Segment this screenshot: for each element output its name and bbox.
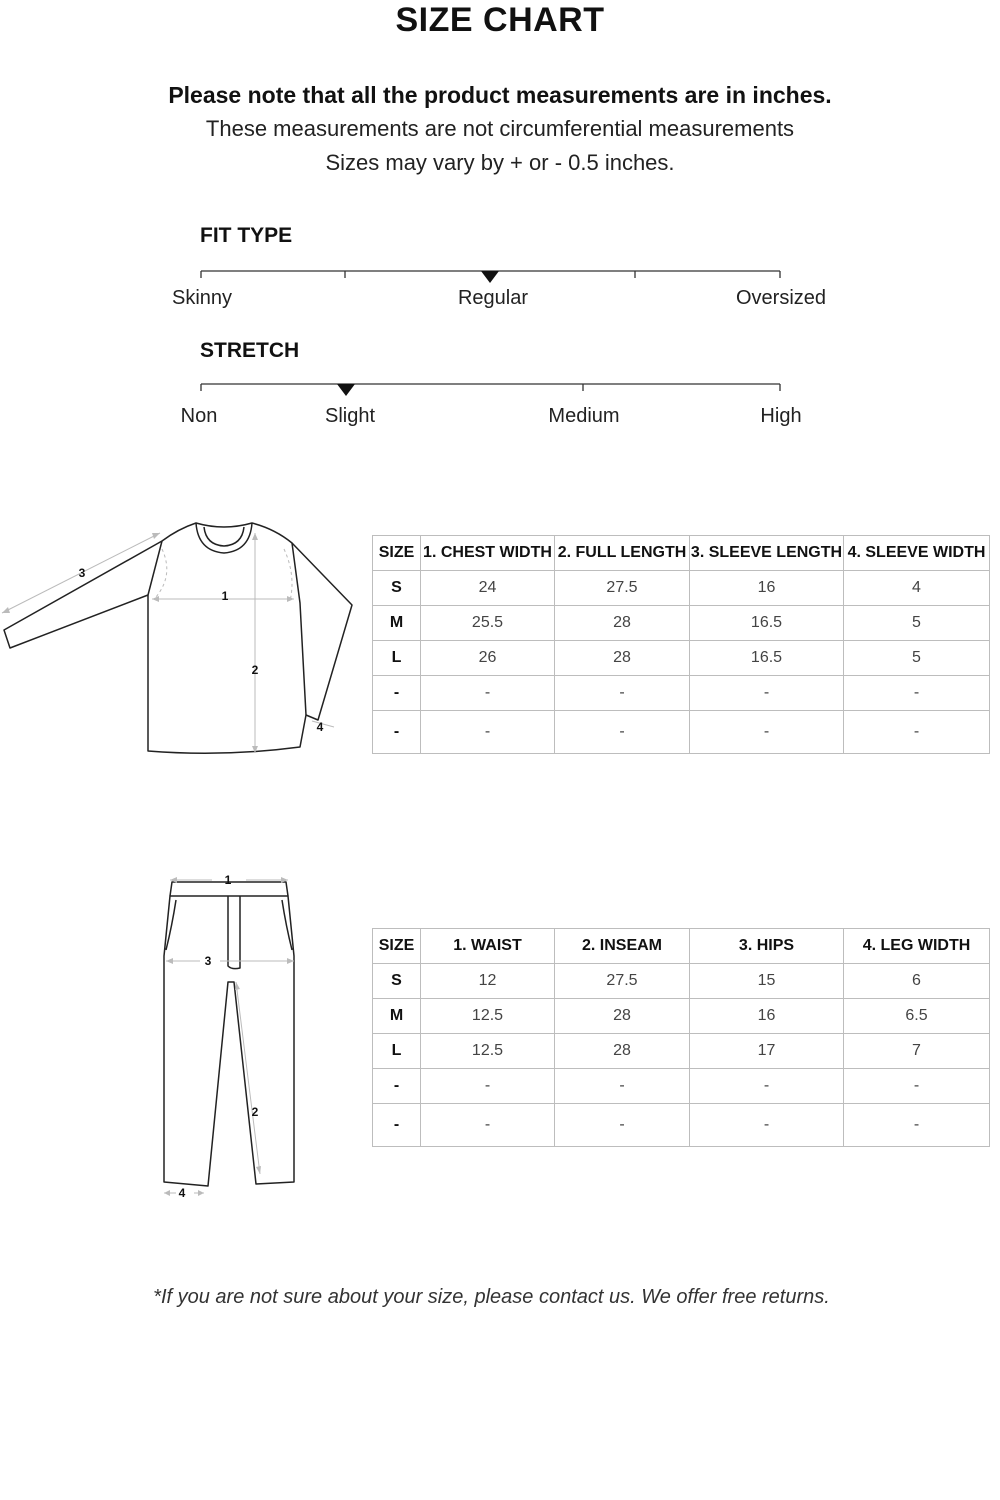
- table-cell: -: [690, 676, 844, 711]
- shirt-collar-inner: [204, 527, 244, 546]
- table-cell: 16.5: [690, 606, 844, 641]
- table-row: [373, 711, 990, 754]
- header-leg-width: 4. LEG WIDTH: [844, 929, 990, 964]
- header-inseam: 2. INSEAM: [555, 929, 690, 964]
- table-cell: 12.5: [421, 1034, 555, 1069]
- table-cell: -: [555, 676, 690, 711]
- table-cell: -: [555, 711, 690, 754]
- table-cell: 28: [555, 641, 690, 676]
- fit-type-heading: FIT TYPE: [200, 224, 293, 247]
- fit-label-oversized: Oversized: [735, 287, 827, 309]
- table-cell: -: [844, 711, 990, 754]
- shirt-outline: [4, 523, 352, 753]
- table-cell: 24: [421, 571, 555, 606]
- table-cell: -: [555, 1104, 690, 1147]
- table-row: [373, 964, 990, 999]
- table-row: [373, 641, 990, 676]
- table-cell: 4: [844, 571, 990, 606]
- stretch-label-slight: Slight: [324, 405, 376, 427]
- size-cell: M: [373, 999, 421, 1034]
- table-row: [373, 999, 990, 1034]
- stretch-heading: STRETCH: [200, 339, 300, 362]
- scale-graphics: [0, 0, 1000, 460]
- table-cell: 12.5: [421, 999, 555, 1034]
- header-sleeve-length: 3. SLEEVE LENGTH: [690, 536, 844, 571]
- pants-size-table: [372, 928, 990, 1147]
- size-cell: L: [373, 1034, 421, 1069]
- table-row: [373, 571, 990, 606]
- table-cell: 16.5: [690, 641, 844, 676]
- table-cell: 7: [844, 1034, 990, 1069]
- stretch-marker: [337, 384, 355, 396]
- table-cell: -: [421, 711, 555, 754]
- size-cell: S: [373, 964, 421, 999]
- table-row: [373, 1104, 990, 1147]
- stretch-label-medium: Medium: [548, 405, 620, 427]
- table-cell: 17: [690, 1034, 844, 1069]
- table-cell: 5: [844, 641, 990, 676]
- fit-label-regular: Regular: [457, 287, 529, 309]
- header-hips: 3. HIPS: [690, 929, 844, 964]
- pants-marker-4: 4: [178, 1186, 186, 1200]
- header-waist: 1. WAIST: [421, 929, 555, 964]
- size-cell: -: [373, 711, 421, 754]
- table-cell: 28: [555, 1034, 690, 1069]
- table-cell: -: [690, 1104, 844, 1147]
- header-full-length: 2. FULL LENGTH: [555, 536, 690, 571]
- table-cell: 27.5: [555, 571, 690, 606]
- table-cell: 27.5: [555, 964, 690, 999]
- table-header-row: [373, 929, 990, 964]
- table-cell: -: [690, 711, 844, 754]
- fit-type-marker: [481, 271, 499, 283]
- table-cell: -: [555, 1069, 690, 1104]
- table-cell: -: [421, 1104, 555, 1147]
- page-title: SIZE CHART: [395, 1, 605, 39]
- size-cell: -: [373, 1069, 421, 1104]
- note-inches: Please note that all the product measurements are in inches.: [168, 82, 832, 108]
- table-cell: -: [844, 676, 990, 711]
- table-cell: -: [690, 1069, 844, 1104]
- note-circumferential: These measurements are not circumferential measurements: [205, 116, 795, 141]
- table-cell: 15: [690, 964, 844, 999]
- table-cell: 6: [844, 964, 990, 999]
- header-chest-width: 1. CHEST WIDTH: [421, 536, 555, 571]
- header-sleeve-width: 4. SLEEVE WIDTH: [844, 536, 990, 571]
- pants-outline: [164, 896, 294, 1186]
- pants-fly: [228, 896, 240, 969]
- table-cell: 12: [421, 964, 555, 999]
- stretch-scale-line: [201, 384, 780, 391]
- shirt-right-sleeve-seam: [292, 543, 306, 715]
- shirt-marker-1: 1: [221, 589, 229, 603]
- table-cell: 16: [690, 571, 844, 606]
- pants-marker-3: 3: [204, 954, 212, 968]
- pants-marker-2: 2: [251, 1105, 259, 1119]
- table-cell: 25.5: [421, 606, 555, 641]
- shirt-marker-4: 4: [316, 720, 324, 734]
- size-cell: L: [373, 641, 421, 676]
- table-row: [373, 1069, 990, 1104]
- header-size: SIZE: [373, 536, 421, 571]
- table-cell: 6.5: [844, 999, 990, 1034]
- stretch-label-high: High: [760, 405, 802, 427]
- footer-note: *If you are not sure about your size, please contact us. We offer free returns.: [153, 1286, 830, 1308]
- table-row: [373, 606, 990, 641]
- table-cell: -: [844, 1104, 990, 1147]
- table-cell: 16: [690, 999, 844, 1034]
- note-variance: Sizes may vary by + or - 0.5 inches.: [325, 150, 675, 175]
- stretch-label-non: Non: [180, 405, 218, 427]
- shirt-size-table: [372, 535, 990, 754]
- table-cell: 28: [555, 606, 690, 641]
- size-cell: -: [373, 1104, 421, 1147]
- table-row: [373, 676, 990, 711]
- pants-marker-1: 1: [224, 873, 232, 887]
- shirt-left-sleeve-seam: [148, 541, 162, 595]
- table-row: [373, 1034, 990, 1069]
- shirt-diagram: [0, 515, 370, 765]
- table-cell: 26: [421, 641, 555, 676]
- table-cell: 28: [555, 999, 690, 1034]
- pants-diagram: [150, 870, 310, 1210]
- table-cell: 5: [844, 606, 990, 641]
- table-cell: -: [844, 1069, 990, 1104]
- header-size: SIZE: [373, 929, 421, 964]
- shirt-marker-3: 3: [78, 566, 86, 580]
- size-cell: S: [373, 571, 421, 606]
- table-cell: -: [421, 676, 555, 711]
- fit-label-skinny: Skinny: [171, 287, 233, 309]
- shirt-marker-2: 2: [251, 663, 259, 677]
- table-header-row: [373, 536, 990, 571]
- size-cell: M: [373, 606, 421, 641]
- table-cell: -: [421, 1069, 555, 1104]
- size-cell: -: [373, 676, 421, 711]
